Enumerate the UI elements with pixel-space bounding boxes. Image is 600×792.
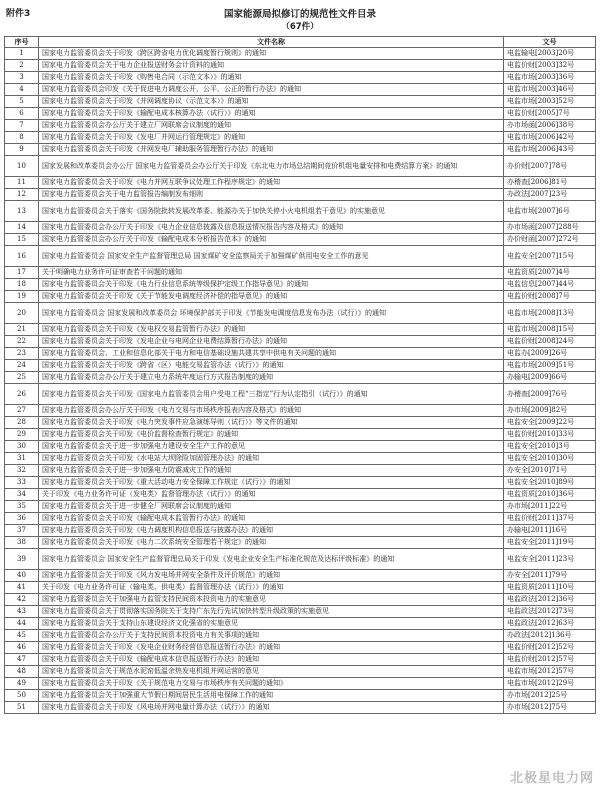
row-file-name: 国家电力监管委员会关于印发《电力突发事件应急演练导则（试行）》等文件的通知 xyxy=(39,417,504,429)
row-number: 33 xyxy=(5,477,39,489)
row-doc-number: 电监政法[2012]36号 xyxy=(504,594,596,606)
row-number: 6 xyxy=(5,108,39,120)
table-row xyxy=(5,324,596,336)
table-row xyxy=(5,279,596,291)
row-doc-number: 办输电[2009]66号 xyxy=(504,372,596,384)
table-row xyxy=(5,96,596,108)
row-doc-number: 办市场[2012]25号 xyxy=(504,690,596,702)
table-row xyxy=(5,156,596,177)
table-row xyxy=(5,465,596,477)
table-row xyxy=(5,144,596,156)
row-doc-number: 电监安全[2010]3号 xyxy=(504,441,596,453)
table-row xyxy=(5,594,596,606)
table-row xyxy=(5,108,596,120)
row-number: 4 xyxy=(5,84,39,96)
row-number: 45 xyxy=(5,630,39,642)
row-doc-number: 电监市场[2009]51号 xyxy=(504,360,596,372)
header-no: 序号 xyxy=(5,37,39,48)
row-file-name: 国家电力监管委员会关于印发《发电厂并网运行管理规定》的通知 xyxy=(39,132,504,144)
row-doc-number: 电监市场[2007]6号 xyxy=(504,201,596,222)
row-number: 41 xyxy=(5,582,39,594)
row-doc-number: 电监安全[2010]30号 xyxy=(504,453,596,465)
table-row xyxy=(5,246,596,267)
row-file-name: 国家电力监管委员会办公厅关于印发《电力企业信息披露及信息报送情况报告内容及格式》的通知 xyxy=(39,222,504,234)
row-number: 50 xyxy=(5,690,39,702)
row-file-name: 国家电力监管委员会关于印发《重大活动电力安全保障工作规定（试行）》的通知 xyxy=(39,477,504,489)
row-number: 16 xyxy=(5,246,39,267)
row-number: 49 xyxy=(5,678,39,690)
row-file-name: 国家电力监管委员会关于印发《并网发电厂辅助服务管理暂行办法》的通知 xyxy=(39,144,504,156)
table-row xyxy=(5,417,596,429)
table-row xyxy=(5,690,596,702)
table-row xyxy=(5,582,596,594)
row-file-name: 国家电力监管委员会关于进一步健全厂网联席会议制度的通知 xyxy=(39,501,504,513)
row-doc-number: 电监安全[2011]23号 xyxy=(504,549,596,570)
table-body xyxy=(5,48,596,714)
table-row xyxy=(5,303,596,324)
row-file-name: 国家电力监管委员会关于印发《跨省（区）电能交易监管办法（试行）》的通知 xyxy=(39,360,504,372)
table-row xyxy=(5,291,596,303)
row-doc-number: 电监市场[2008]15号 xyxy=(504,324,596,336)
table-row xyxy=(5,453,596,465)
table-row xyxy=(5,477,596,489)
row-doc-number: 电监价财[2012]52号 xyxy=(504,642,596,654)
row-file-name: 国家电力监管委员会办公厅关于印发《电力交易与市场秩序报表内容及格式》的通知 xyxy=(39,405,504,417)
row-doc-number: 办稽查[2009]76号 xyxy=(504,384,596,405)
row-number: 3 xyxy=(5,72,39,84)
row-doc-number: 电监市场[2003]52号 xyxy=(504,96,596,108)
row-doc-number: 办政法[2007]23号 xyxy=(504,189,596,201)
table-row xyxy=(5,84,596,96)
row-file-name: 国家电力监管委员会办公厅关于建立厂网联席会议制度的通知 xyxy=(39,120,504,132)
page-subtitle: （67件） xyxy=(281,22,319,32)
row-file-name: 国家电力监管委员会关于加强重大节假日期间居民生活用电保障工作的通知 xyxy=(39,690,504,702)
row-file-name: 国家电力监管委员会关于印发《跨区跨省电力优化调度暂行规则》的通知 xyxy=(39,48,504,60)
row-number: 15 xyxy=(5,234,39,246)
row-file-name: 关于明确电力业务许可证审查若干问题的通知 xyxy=(39,267,504,279)
row-doc-number: 电监输电[2003]20号 xyxy=(504,48,596,60)
table-row xyxy=(5,642,596,654)
row-file-name: 国家电力监管委员会关于印发《水电站大坝除险加固管理办法》的通知 xyxy=(39,453,504,465)
row-number: 18 xyxy=(5,279,39,291)
row-number: 39 xyxy=(5,549,39,570)
row-doc-number: 办政法[2012]136号 xyxy=(504,630,596,642)
table-row xyxy=(5,666,596,678)
table-row xyxy=(5,132,596,144)
table-row xyxy=(5,441,596,453)
row-file-name: 国家电力监管委员会关于印发《购售电合同（示范文本）》的通知 xyxy=(39,72,504,84)
row-file-name: 国家电力监管委员会关于规范水泥窑低温余热发电机组并网运营的意见 xyxy=(39,666,504,678)
row-doc-number: 电监价财[2008]24号 xyxy=(504,336,596,348)
table-row xyxy=(5,234,596,246)
row-doc-number: 电监市场[2006]43号 xyxy=(504,144,596,156)
row-doc-number: 办市场函[2007]288号 xyxy=(504,222,596,234)
row-number: 21 xyxy=(5,324,39,336)
row-doc-number: 电监价财[2011]37号 xyxy=(504,513,596,525)
row-file-name: 国家电力监管委员会印发《关于促进电力调度公开、公平、公正的暂行办法》的通知 xyxy=(39,84,504,96)
row-doc-number: 电监信息[2007]44号 xyxy=(504,279,596,291)
row-doc-number: 电监价财[2005]7号 xyxy=(504,108,596,120)
table-row xyxy=(5,618,596,630)
row-number: 28 xyxy=(5,417,39,429)
row-doc-number: 电监价财[2008]7号 xyxy=(504,291,596,303)
table-row xyxy=(5,201,596,222)
table-row xyxy=(5,630,596,642)
row-number: 26 xyxy=(5,384,39,405)
row-file-name: 国家电力监管委员会关于印发《发电企业与电网企业电费结算暂行办法》的通知 xyxy=(39,336,504,348)
table-row xyxy=(5,525,596,537)
row-number: 29 xyxy=(5,429,39,441)
row-doc-number: 电监市场[2003]46号 xyxy=(504,84,596,96)
row-doc-number: 电监价财[2010]33号 xyxy=(504,429,596,441)
row-file-name: 国家电力监管委员会关于印发《电力调度机构信息报送与披露办法》的通知 xyxy=(39,525,504,537)
table-row xyxy=(5,267,596,279)
row-file-name: 国家电力监管委员会、工业和信息化部关于电力和电信基础设施共建共享中供电有关问题的通知 xyxy=(39,348,504,360)
table-row xyxy=(5,120,596,132)
row-doc-number: 电监市场[2003]36号 xyxy=(504,72,596,84)
row-file-name: 国家发展和改革委员会办公厅 国家电力监管委员会办公厅关于印发《东北电力市场总结期间竞价机组电量安排和电费结算方案》的通知 xyxy=(39,156,504,177)
row-doc-number: 电监市场[2012]29号 xyxy=(504,678,596,690)
row-number: 17 xyxy=(5,267,39,279)
row-number: 9 xyxy=(5,144,39,156)
row-number: 48 xyxy=(5,666,39,678)
table-row xyxy=(5,678,596,690)
row-number: 46 xyxy=(5,642,39,654)
row-number: 8 xyxy=(5,132,39,144)
header-doc: 文号 xyxy=(504,37,596,48)
row-file-name: 国家电力监管委员会关于印发《风电场并网电量计算办法（试行）》的通知 xyxy=(39,702,504,714)
row-number: 37 xyxy=(5,525,39,537)
row-number: 34 xyxy=(5,489,39,501)
table-row xyxy=(5,489,596,501)
header-name: 文件名称 xyxy=(39,37,504,48)
row-file-name: 国家电力监管委员会办公厅关于印发《输配电成本分析报告范本》的通知 xyxy=(39,234,504,246)
page-title: 国家能源局拟修订的规范性文件目录 xyxy=(223,9,376,20)
annex-label: 附件3 xyxy=(6,9,31,19)
table-row xyxy=(5,336,596,348)
row-file-name: 国家电力监管委员会关于进一步加强电力建设安全生产工作的意见 xyxy=(39,441,504,453)
row-doc-number: 电监价财[2003]32号 xyxy=(504,60,596,72)
row-doc-number: 电监资质[2007]4号 xyxy=(504,267,596,279)
row-file-name: 国家电力监管委员会关于印发《风力发电场并网安全条件及评价规范》的通知 xyxy=(39,570,504,582)
row-number: 22 xyxy=(5,336,39,348)
row-doc-number: 办输电[2011]16号 xyxy=(504,525,596,537)
row-doc-number: 办安全[2010]71号 xyxy=(504,465,596,477)
table-row xyxy=(5,177,596,189)
row-file-name: 国家电力监管委员会关于印发《电价监督检查暂行规定》的通知 xyxy=(39,429,504,441)
row-number: 24 xyxy=(5,360,39,372)
row-file-name: 国家电力监管委员会办公厅关于支持民间资本投资电力有关事项的通知 xyxy=(39,630,504,642)
table-row xyxy=(5,48,596,60)
row-doc-number: 电监安全[2009]22号 xyxy=(504,417,596,429)
row-file-name: 国家电力监管委员会关于电力企业报送财务会计资料的通知 xyxy=(39,60,504,72)
row-file-name: 国家电力监管委员会 国家安全生产监督管理总局 国家煤矿安全监察局关于加强煤矿供用电安全工作的意见 xyxy=(39,246,504,267)
row-file-name: 国家电力监管委员会关于进一步加强电力防震减灾工作的通知 xyxy=(39,465,504,477)
row-number: 43 xyxy=(5,606,39,618)
row-number: 27 xyxy=(5,405,39,417)
table-row xyxy=(5,513,596,525)
document-table xyxy=(4,36,596,714)
row-file-name: 国家电力监管委员会关于印发《并网调度协议（示范文本）》的通知 xyxy=(39,96,504,108)
row-number: 42 xyxy=(5,594,39,606)
row-file-name: 国家电力监管委员会 国家发展和改革委员会 环境保护部关于印发《节能发电调度信息发布办法（试行）》的通知 xyxy=(39,303,504,324)
table-row xyxy=(5,429,596,441)
row-number: 23 xyxy=(5,348,39,360)
row-file-name: 国家电力监管委员会 国家安全生产监督管理总局关于印发《发电企业安全生产标准化规范及达标评级标准》的通知 xyxy=(39,549,504,570)
row-doc-number: 电监市场[2008]13号 xyxy=(504,303,596,324)
table-row xyxy=(5,189,596,201)
row-file-name: 国家电力监管委员会关于印发《电力二次系统安全管理若干规定》的通知 xyxy=(39,537,504,549)
row-file-name: 国家电力监管委员会关于印发《输配电成本信息报送暂行办法》的通知 xyxy=(39,654,504,666)
table-row xyxy=(5,537,596,549)
row-number: 14 xyxy=(5,222,39,234)
row-file-name: 国家电力监管委员会关于印发《发电企业财务经营信息报送暂行办法》的通知 xyxy=(39,642,504,654)
row-doc-number: 电监市场[2006]42号 xyxy=(504,132,596,144)
row-file-name: 国家电力监管委员会关于印发《电力行业信息系统等级保护定级工作指导意见》的通知 xyxy=(39,279,504,291)
row-doc-number: 电监资质[2011]10号 xyxy=(504,582,596,594)
row-file-name: 关于印发《电力业务许可证（发电类）监督管理办法（试行）》的通知 xyxy=(39,489,504,501)
row-number: 5 xyxy=(5,96,39,108)
table-row xyxy=(5,348,596,360)
table-row xyxy=(5,702,596,714)
row-number: 32 xyxy=(5,465,39,477)
table-row xyxy=(5,372,596,384)
row-number: 12 xyxy=(5,189,39,201)
row-number: 2 xyxy=(5,60,39,72)
row-doc-number: 办市场[2011]22号 xyxy=(504,501,596,513)
row-number: 13 xyxy=(5,201,39,222)
row-doc-number: 电监资质[2010]36号 xyxy=(504,489,596,501)
table-header-row xyxy=(5,37,596,48)
row-file-name: 国家电力监管委员会关于印发《关于规范电力交易与市场秩序有关问题的通知》 xyxy=(39,678,504,690)
table-row xyxy=(5,549,596,570)
row-number: 7 xyxy=(5,120,39,132)
row-file-name: 国家电力监管委员会关于印发《输配电成本核算办法（试行）》的通知 xyxy=(39,108,504,120)
row-file-name: 国家电力监管委员会关于印发《输配电成本监管暂行办法》的通知 xyxy=(39,513,504,525)
row-doc-number: 电监安全[2011]19号 xyxy=(504,537,596,549)
row-file-name: 国家电力监管委员会关于印发《国家电力监管委员会用户受电工程“三指定”行为认定指引（试行）》的通知 xyxy=(39,384,504,405)
row-doc-number: 办市场[2012]75号 xyxy=(504,702,596,714)
row-doc-number: 电监办[2009]26号 xyxy=(504,348,596,360)
row-number: 1 xyxy=(5,48,39,60)
table-row xyxy=(5,405,596,417)
row-doc-number: 办价财函[2007]272号 xyxy=(504,234,596,246)
row-number: 44 xyxy=(5,618,39,630)
row-doc-number: 电监政法[2012]73号 xyxy=(504,606,596,618)
row-number: 20 xyxy=(5,303,39,324)
row-file-name: 国家电力监管委员会关于印发《关于节能发电调度经济补偿的指导意见》的通知 xyxy=(39,291,504,303)
row-file-name: 国家电力监管委员会关于贯彻落实国务院关于支持广东先行先试加快转型升级政策的实施意见 xyxy=(39,606,504,618)
row-file-name: 国家电力监管委员会关于印发《发电权交易监管暂行办法》的通知 xyxy=(39,324,504,336)
row-doc-number: 办稽查[2006]81号 xyxy=(504,177,596,189)
row-number: 38 xyxy=(5,537,39,549)
row-number: 31 xyxy=(5,453,39,465)
table-row xyxy=(5,654,596,666)
row-doc-number: 电监安全[2010]89号 xyxy=(504,477,596,489)
row-doc-number: 办市场[2009]82号 xyxy=(504,405,596,417)
row-file-name: 国家电力监管委员会关于印发《电力并网互联争议处理工作程序规定》的通知 xyxy=(39,177,504,189)
row-number: 25 xyxy=(5,372,39,384)
row-file-name: 国家电力监管委员会关于落实《国务院批转发展改革委、能源办关于加快关停小火电机组若干意见》的实施意见 xyxy=(39,201,504,222)
row-doc-number: 电监安全[2007]15号 xyxy=(504,246,596,267)
table-row xyxy=(5,606,596,618)
table-row xyxy=(5,570,596,582)
row-doc-number: 电监政法[2012]63号 xyxy=(504,618,596,630)
row-file-name: 关于印发《电力业务许可证（输电类、供电类）监督管理办法（试行）》的通知 xyxy=(39,582,504,594)
row-number: 30 xyxy=(5,441,39,453)
row-doc-number: 电监价财[2012]57号 xyxy=(504,654,596,666)
row-number: 10 xyxy=(5,156,39,177)
row-number: 19 xyxy=(5,291,39,303)
row-doc-number: 办市场函[2006]38号 xyxy=(504,120,596,132)
row-number: 11 xyxy=(5,177,39,189)
row-doc-number: 办价财[2007]78号 xyxy=(504,156,596,177)
table-row xyxy=(5,501,596,513)
row-number: 36 xyxy=(5,513,39,525)
row-doc-number: 电监市场[2012]57号 xyxy=(504,666,596,678)
row-number: 51 xyxy=(5,702,39,714)
row-file-name: 国家电力监管委员会办公厅关于建立电力系统年度运行方式报告制度的通知 xyxy=(39,372,504,384)
table-row xyxy=(5,72,596,84)
row-file-name: 国家电力监管委员会关于加强电力监管支持民间资本投资电力的实施意见 xyxy=(39,594,504,606)
table-row xyxy=(5,222,596,234)
table-row xyxy=(5,384,596,405)
row-number: 40 xyxy=(5,570,39,582)
row-number: 47 xyxy=(5,654,39,666)
table-row xyxy=(5,60,596,72)
row-doc-number: 办安全[2011]79号 xyxy=(504,570,596,582)
row-file-name: 国家电力监管委员会关于电力监管报告编制发布细则 xyxy=(39,189,504,201)
table-row xyxy=(5,360,596,372)
row-file-name: 国家电力监管委员会关于支持山东建设经济文化强省的实施意见 xyxy=(39,618,504,630)
row-number: 35 xyxy=(5,501,39,513)
watermark: 北极星电力网 xyxy=(509,771,594,786)
